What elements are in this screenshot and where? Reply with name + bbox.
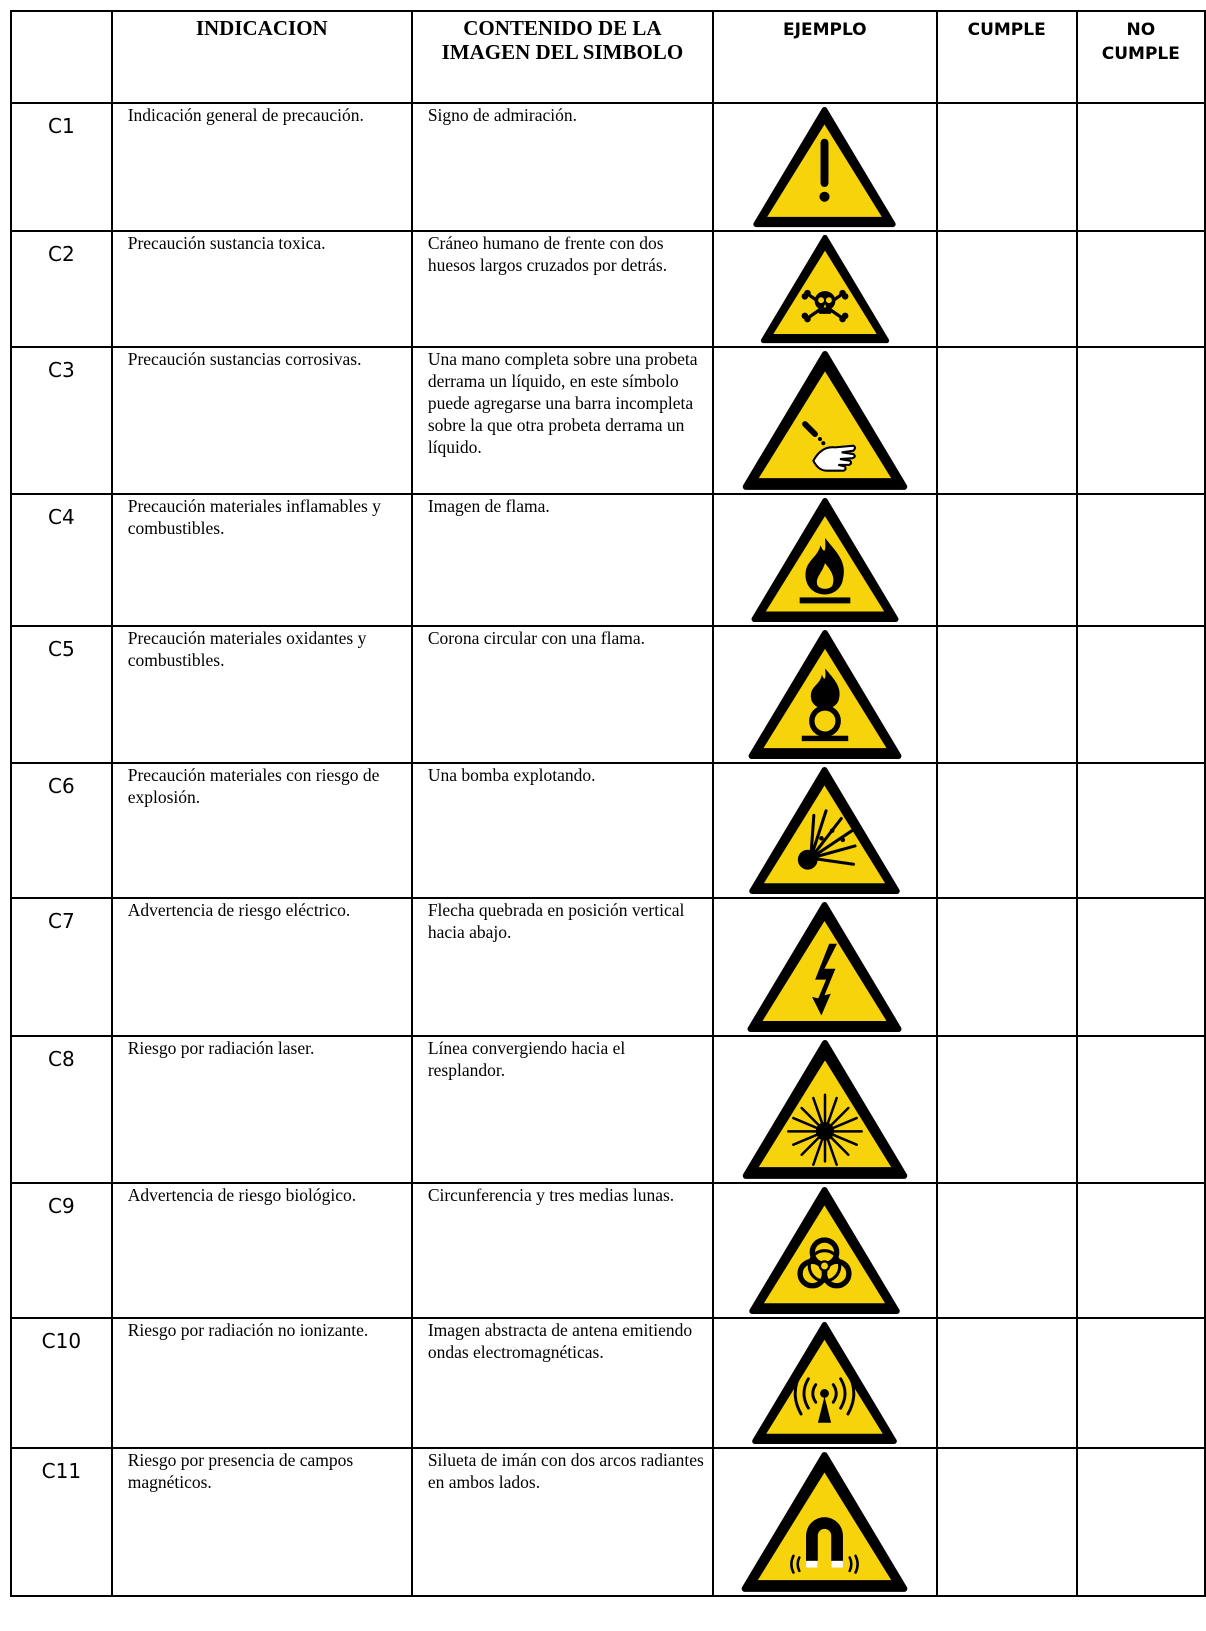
row-ejemplo <box>713 763 937 898</box>
row-no-cumple-cell[interactable] <box>1077 347 1205 494</box>
table-row <box>11 1036 1205 1183</box>
row-contenido: Silueta de imán con dos arcos radiantes en ambos lados. <box>412 1448 713 1596</box>
row-ejemplo <box>713 494 937 626</box>
row-contenido: Una mano completa sobre una probeta derrama un líquido, en este símbolo puede agregarse una barra incompleta sobre la que otra probeta derrama un líquido. <box>412 347 713 494</box>
table-row <box>11 231 1205 347</box>
row-indicacion: Indicación general de precaución. <box>112 103 412 231</box>
row-cumple-cell[interactable] <box>937 1448 1077 1596</box>
row-indicacion: Precaución materiales inflamables y combustibles. <box>112 494 412 626</box>
row-cumple-cell[interactable] <box>937 626 1077 763</box>
row-indicacion: Advertencia de riesgo eléctrico. <box>112 898 412 1036</box>
row-cumple-cell[interactable] <box>937 494 1077 626</box>
row-code: C1 <box>11 103 112 231</box>
lightning-bolt-icon <box>744 901 905 1033</box>
row-no-cumple-cell[interactable] <box>1077 103 1205 231</box>
row-no-cumple-cell[interactable] <box>1077 494 1205 626</box>
table-row <box>11 626 1205 763</box>
row-no-cumple-cell[interactable] <box>1077 1318 1205 1448</box>
row-indicacion: Precaución sustancia toxica. <box>112 231 412 347</box>
row-ejemplo <box>713 1183 937 1318</box>
row-contenido: Una bomba explotando. <box>412 763 713 898</box>
row-code: C11 <box>11 1448 112 1596</box>
header-cumple: CUMPLE <box>937 11 1077 103</box>
skull-crossbones-icon <box>758 234 892 344</box>
row-no-cumple-cell[interactable] <box>1077 626 1205 763</box>
table-row <box>11 1183 1205 1318</box>
flame-over-circle-icon <box>745 629 905 760</box>
row-contenido: Línea convergiendo hacia el resplandor. <box>412 1036 713 1183</box>
row-ejemplo <box>713 347 937 494</box>
row-no-cumple-cell[interactable] <box>1077 1036 1205 1183</box>
safety-signs-table <box>10 10 1206 1597</box>
exclamation-icon <box>750 106 899 228</box>
row-indicacion: Precaución materiales oxidantes y combustibles. <box>112 626 412 763</box>
header-blank <box>11 11 112 103</box>
header-no-cumple: NO CUMPLE <box>1077 11 1205 103</box>
row-contenido: Signo de admiración. <box>412 103 713 231</box>
row-code: C10 <box>11 1318 112 1448</box>
row-no-cumple-cell[interactable] <box>1077 231 1205 347</box>
row-no-cumple-cell[interactable] <box>1077 763 1205 898</box>
row-contenido: Flecha quebrada en posición vertical hacia abajo. <box>412 898 713 1036</box>
row-code: C9 <box>11 1183 112 1318</box>
row-ejemplo <box>713 1448 937 1596</box>
header-indicacion: INDICACION <box>112 11 412 103</box>
table-row <box>11 347 1205 494</box>
biohazard-icon <box>746 1186 903 1315</box>
row-ejemplo <box>713 103 937 231</box>
row-contenido: Imagen de flama. <box>412 494 713 626</box>
row-code: C5 <box>11 626 112 763</box>
row-code: C4 <box>11 494 112 626</box>
row-ejemplo <box>713 1036 937 1183</box>
row-contenido: Corona circular con una flama. <box>412 626 713 763</box>
flame-icon <box>748 497 902 623</box>
row-no-cumple-cell[interactable] <box>1077 1183 1205 1318</box>
row-contenido: Circunferencia y tres medias lunas. <box>412 1183 713 1318</box>
row-code: C3 <box>11 347 112 494</box>
row-indicacion: Riesgo por presencia de campos magnéticos. <box>112 1448 412 1596</box>
row-indicacion: Riesgo por radiación laser. <box>112 1036 412 1183</box>
row-ejemplo <box>713 231 937 347</box>
row-cumple-cell[interactable] <box>937 231 1077 347</box>
row-code: C8 <box>11 1036 112 1183</box>
header-contenido: CONTENIDO DE LA IMAGEN DEL SIMBOLO <box>412 11 713 103</box>
row-no-cumple-cell[interactable] <box>1077 1448 1205 1596</box>
row-ejemplo <box>713 898 937 1036</box>
row-contenido: Cráneo humano de frente con dos huesos largos cruzados por detrás. <box>412 231 713 347</box>
row-indicacion: Riesgo por radiación no ionizante. <box>112 1318 412 1448</box>
row-code: C7 <box>11 898 112 1036</box>
table-row <box>11 494 1205 626</box>
table-row <box>11 898 1205 1036</box>
row-code: C6 <box>11 763 112 898</box>
row-indicacion: Advertencia de riesgo biológico. <box>112 1183 412 1318</box>
row-ejemplo <box>713 626 937 763</box>
row-code: C2 <box>11 231 112 347</box>
row-cumple-cell[interactable] <box>937 347 1077 494</box>
row-cumple-cell[interactable] <box>937 1318 1077 1448</box>
table-row <box>11 1448 1205 1596</box>
row-indicacion: Precaución materiales con riesgo de explosión. <box>112 763 412 898</box>
row-contenido: Imagen abstracta de antena emitiendo ondas electromagnéticas. <box>412 1318 713 1448</box>
table-row <box>11 1318 1205 1448</box>
row-cumple-cell[interactable] <box>937 103 1077 231</box>
header-ejemplo: EJEMPLO <box>713 11 937 103</box>
row-cumple-cell[interactable] <box>937 763 1077 898</box>
exploding-bomb-icon <box>746 766 903 895</box>
row-indicacion: Precaución sustancias corrosivas. <box>112 347 412 494</box>
corrosive-hand-icon <box>739 350 911 491</box>
row-no-cumple-cell[interactable] <box>1077 898 1205 1036</box>
laser-starburst-icon <box>739 1039 911 1180</box>
table-row <box>11 763 1205 898</box>
row-cumple-cell[interactable] <box>937 1036 1077 1183</box>
row-cumple-cell[interactable] <box>937 898 1077 1036</box>
magnet-icon <box>738 1451 911 1593</box>
header-row <box>11 11 1205 103</box>
row-ejemplo <box>713 1318 937 1448</box>
table-row <box>11 103 1205 231</box>
row-cumple-cell[interactable] <box>937 1183 1077 1318</box>
antenna-waves-icon <box>749 1321 900 1445</box>
